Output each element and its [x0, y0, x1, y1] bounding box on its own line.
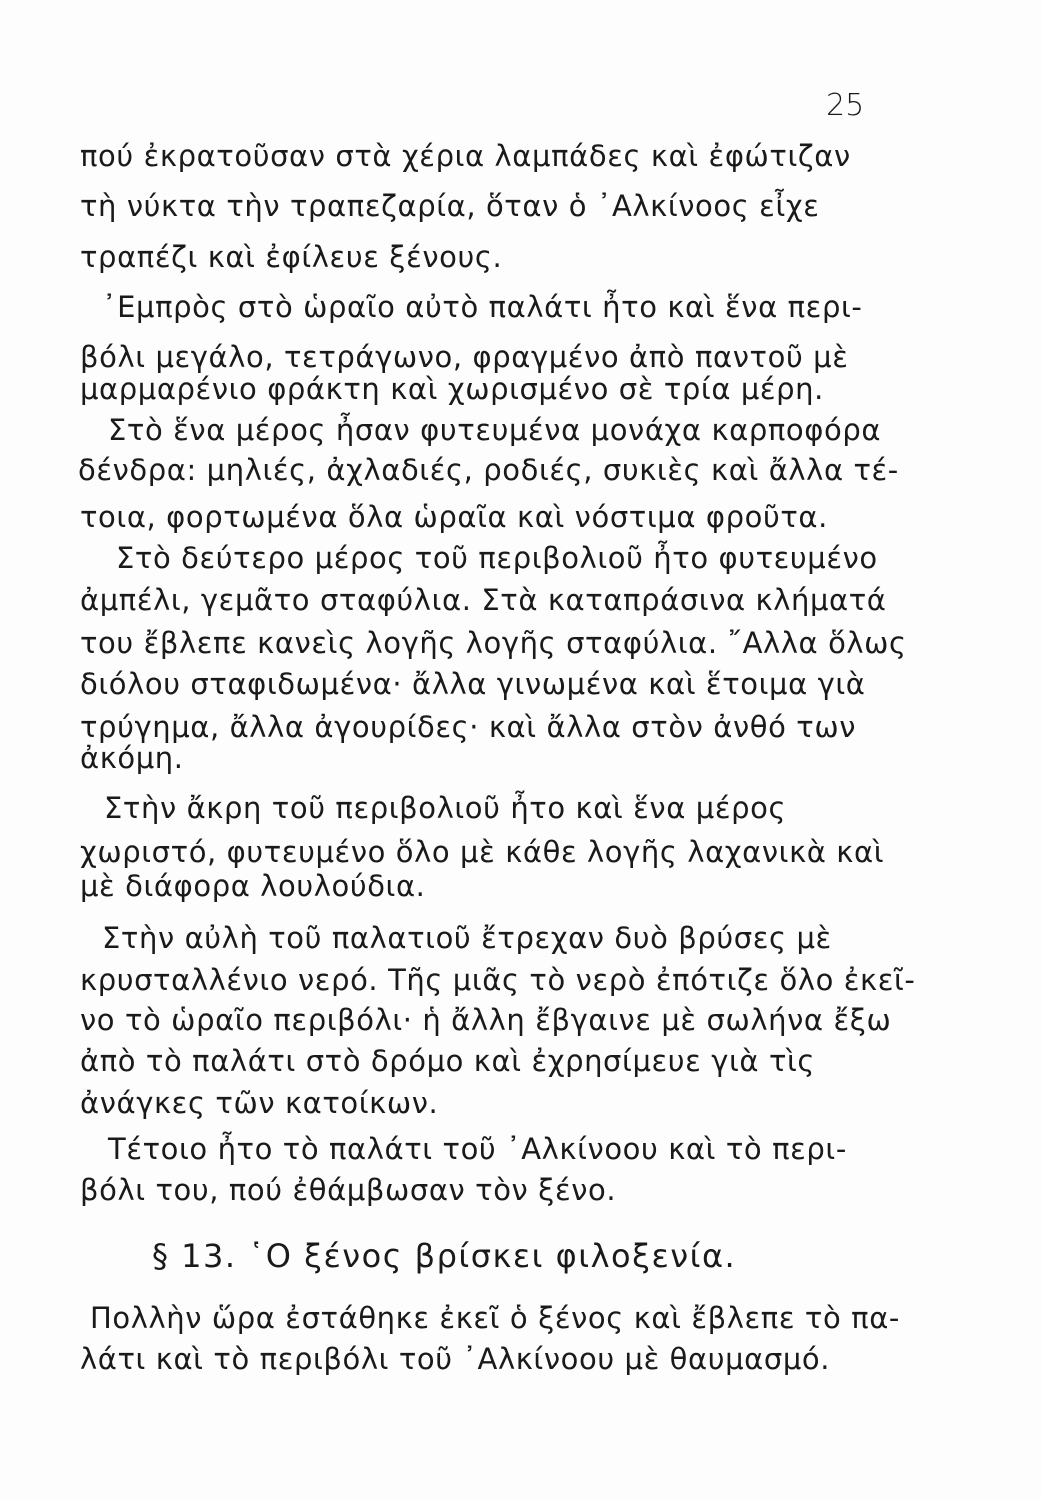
text-line: ᾿Εμπρὸς στὸ ὡραῖο αὐτὸ παλάτι ἦτο καὶ ἕνα περι- [102, 290, 863, 324]
text-line: τρύγημα, ἄλλα ἀγουρίδες· καὶ ἄλλα στὸν ἀνθό των [80, 710, 857, 744]
text-line: διόλου σταφιδωμένα· ἄλλα γινωμένα καὶ ἕτοιμα γιὰ [80, 667, 866, 701]
text-line: δένδρα: μηλιές, ἀχλαδιές, ροδιές, συκιὲς καὶ ἄλλα τέ- [78, 453, 899, 487]
text-line: τὴ νύκτα τὴν τραπεζαρία, ὅταν ὁ ᾿Αλκίνοος εἶχε [80, 189, 820, 223]
page-number: 25 [826, 88, 865, 123]
text-line: ἀπὸ τὸ παλάτι στὸ δρόμο καὶ ἐχρησίμευε γιὰ τὶς [80, 1044, 816, 1078]
text-line: κρυσταλλένιο νερό. Τῆς μιᾶς τὸ νερὸ ἐπότιζε ὅλο ἐκεῖ- [80, 963, 916, 997]
text-line: Στὴν αὐλὴ τοῦ παλατιοῦ ἔτρεχαν δυὸ βρύσες μὲ [102, 921, 832, 955]
section-heading: § 13. ῾Ο ξένος βρίσκει φιλοξενία. [152, 1237, 737, 1275]
text-line: Στὴν ἄκρη τοῦ περιβολιοῦ ἦτο καὶ ἕνα μέρος [104, 791, 787, 825]
text-line: βόλι του, πού ἐθάμβωσαν τὸν ξένο. [80, 1173, 617, 1207]
text-line: Τέτοιο ἦτο τὸ παλάτι τοῦ ᾿Αλκίνοου καὶ τὸ περι- [108, 1132, 847, 1166]
text-line: του ἔβλεπε κανεὶς λογῆς λογῆς σταφύλια. ῎Αλλα ὅλως [80, 626, 907, 660]
text-line: βόλι μεγάλο, τετράγωνο, φραγμένο ἀπὸ παντοῦ μὲ [80, 340, 849, 374]
text-line: πού ἐκρατοῦσαν στὰ χέρια λαμπάδες καὶ ἐφώτιζαν [80, 139, 851, 173]
text-line: Πολλὴν ὥρα ἐστάθηκε ἐκεῖ ὁ ξένος καὶ ἔβλεπε τὸ πα- [90, 1301, 900, 1335]
text-line: Στὸ δεύτερο μέρος τοῦ περιβολιοῦ ἦτο φυτευμένο [116, 541, 878, 575]
text-line: μαρμαρένιο φράκτη καὶ χωρισμένο σὲ τρία μέρη. [80, 372, 824, 406]
text-line: ἀμπέλι, γεμᾶτο σταφύλια. Στὰ καταπράσινα κλήματά [80, 583, 887, 617]
text-line: μὲ διάφορα λουλούδια. [80, 869, 426, 903]
text-line: νο τὸ ὡραῖο περιβόλι· ἡ ἄλλη ἔβγαινε μὲ σωλήνα ἔξω [80, 1003, 892, 1037]
text-line: Στὸ ἕνα μέρος ἦσαν φυτευμένα μονάχα καρποφόρα [108, 413, 882, 447]
text-line: τοια, φορτωμένα ὅλα ὡραῖα καὶ νόστιμα φροῦτα. [80, 500, 828, 534]
text-line: ἀκόμη. [80, 741, 184, 775]
text-line: τραπέζι καὶ ἐφίλευε ξένους. [80, 240, 503, 274]
text-line: χωριστό, φυτευμένο ὅλο μὲ κάθε λογῆς λαχανικὰ καὶ [80, 835, 885, 869]
text-line: λάτι καὶ τὸ περιβόλι τοῦ ᾿Αλκίνοου μὲ θαυμασμό. [80, 1342, 831, 1376]
text-line: ἀνάγκες τῶν κατοίκων. [80, 1086, 439, 1120]
